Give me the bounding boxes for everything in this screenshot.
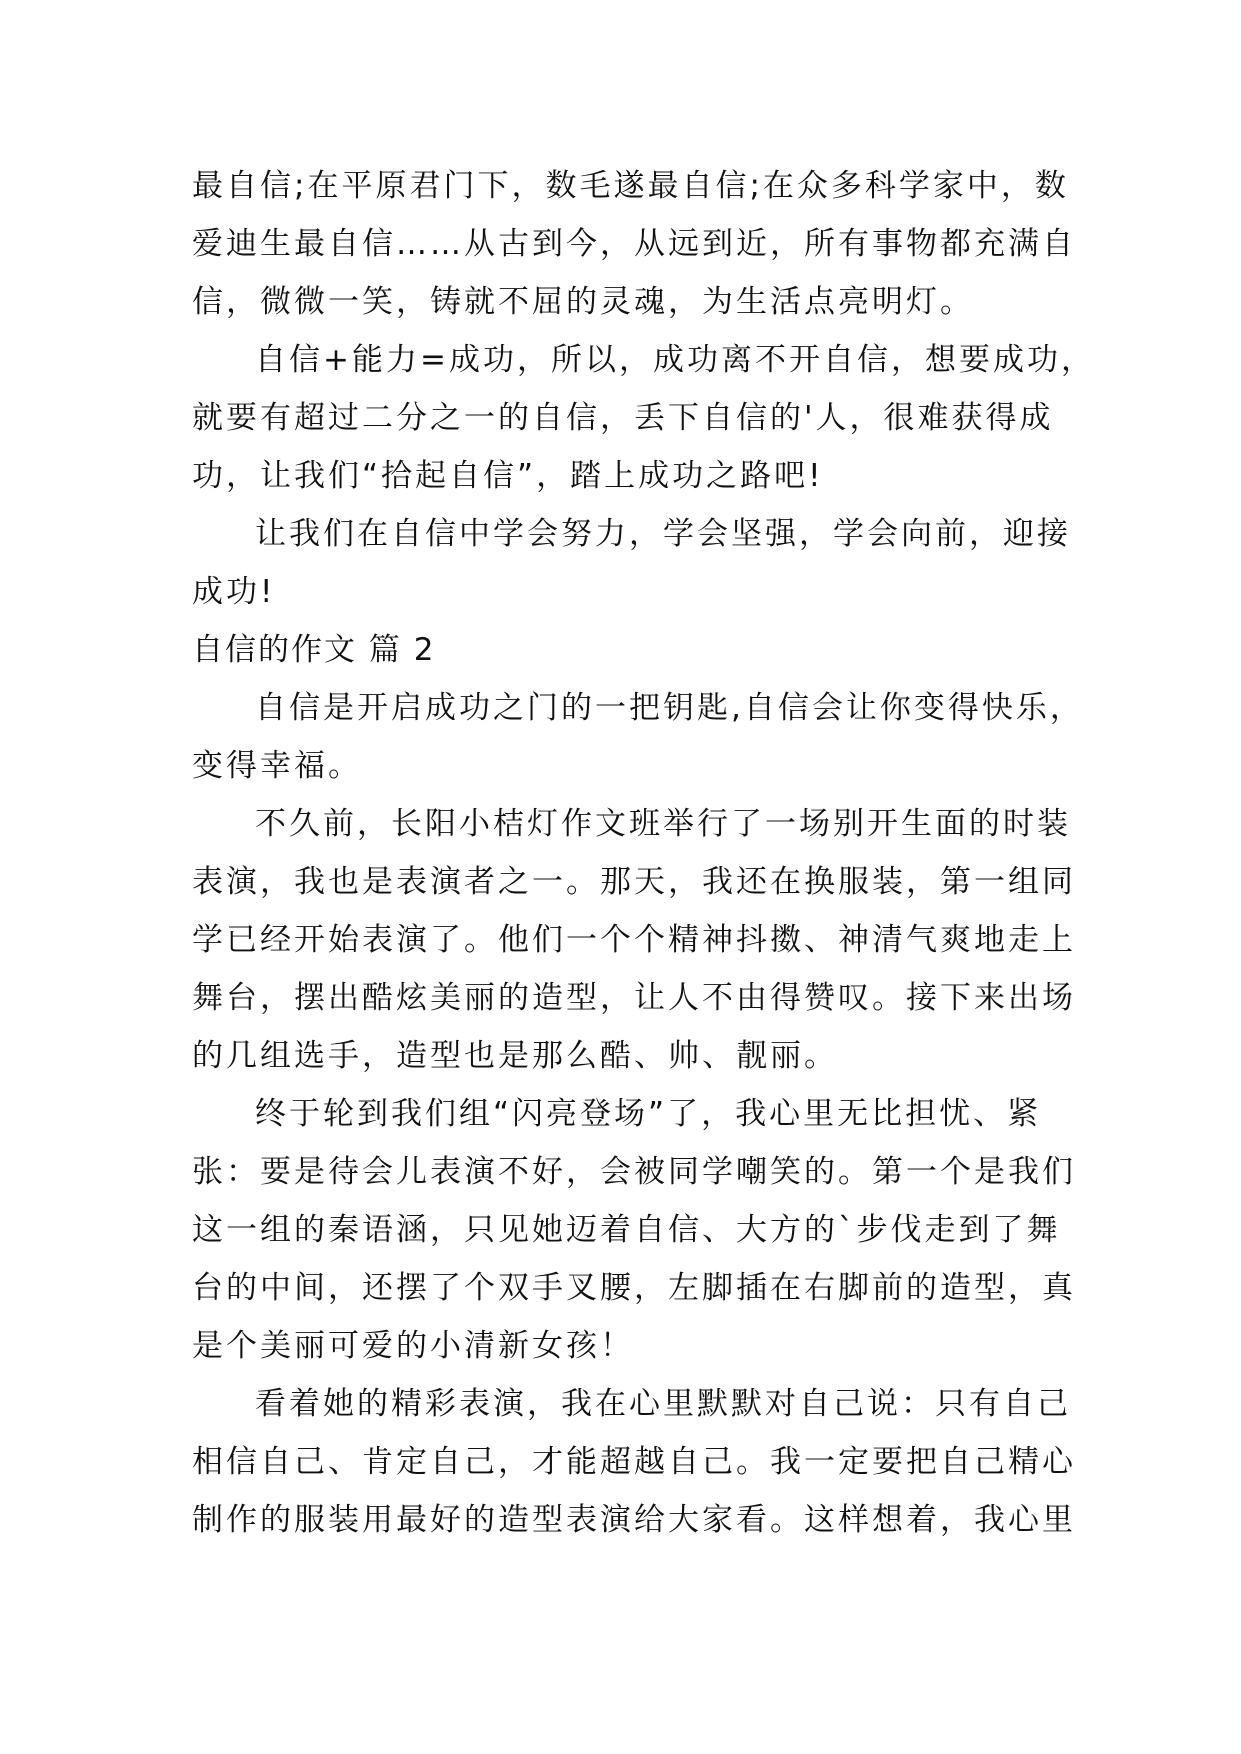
text-line: 功，让我们“拾起自信”，踏上成功之路吧!: [192, 458, 824, 494]
text-line: 台的中间，还摆了个双手叉腰，左脚插在右脚前的造型，真: [192, 1270, 1076, 1306]
section-title: 自信的作文 篇 2: [192, 632, 436, 668]
text-line: 这一组的秦语涵，只见她迈着自信、大方的`步伐走到了舞: [192, 1212, 1061, 1248]
text-line: 自信是开启成功之门的一把钥匙,自信会让你变得快乐，: [255, 690, 1084, 726]
text-line: 舞台，摆出酷炫美丽的造型，让人不由得赞叹。接下来出场: [192, 980, 1076, 1016]
text-line: 相信自己、肯定自己，才能超越自己。我一定要把自己精心: [192, 1444, 1076, 1480]
text-line: 让我们在自信中学会努力，学会坚强，学会向前，迎接: [255, 516, 1071, 552]
text-line: 制作的服装用最好的造型表演给大家看。这样想着，我心里: [192, 1502, 1076, 1538]
text-line: 表演，我也是表演者之一。那天，我还在换服装，第一组同: [192, 864, 1076, 900]
text-line: 学已经开始表演了。他们一个个精神抖擞、神清气爽地走上: [192, 922, 1076, 958]
text-line: 信，微微一笑，铸就不屈的灵魂，为生活点亮明灯。: [192, 284, 974, 320]
text-line: 就要有超过二分之一的自信，丢下自信的'人，很难获得成: [192, 400, 1054, 436]
text-line: 是个美丽可爱的小清新女孩！: [192, 1328, 634, 1364]
text-line: 的几组选手，造型也是那么酷、帅、靓丽。: [192, 1038, 838, 1074]
text-line: 看着她的精彩表演，我在心里默默对自己说：只有自己: [255, 1386, 1071, 1422]
text-line: 爱迪生最自信……从古到今，从远到近，所有事物都充满自: [192, 226, 1076, 262]
text-line: 不久前，长阳小桔灯作文班举行了一场别开生面的时装: [255, 806, 1071, 842]
text-line: 终于轮到我们组“闪亮登场”了，我心里无比担忧、紧: [255, 1096, 1042, 1132]
text-line: 张：要是待会儿表演不好，会被同学嘲笑的。第一个是我们: [192, 1154, 1076, 1190]
text-line: 成功!: [192, 574, 276, 610]
text-line: 最自信;在平原君门下，数毛遂最自信;在众多科学家中，数: [192, 168, 1069, 204]
text-line: 自信+能力=成功，所以，成功离不开自信，想要成功，: [255, 342, 1095, 378]
text-line: 变得幸福。: [192, 748, 362, 784]
